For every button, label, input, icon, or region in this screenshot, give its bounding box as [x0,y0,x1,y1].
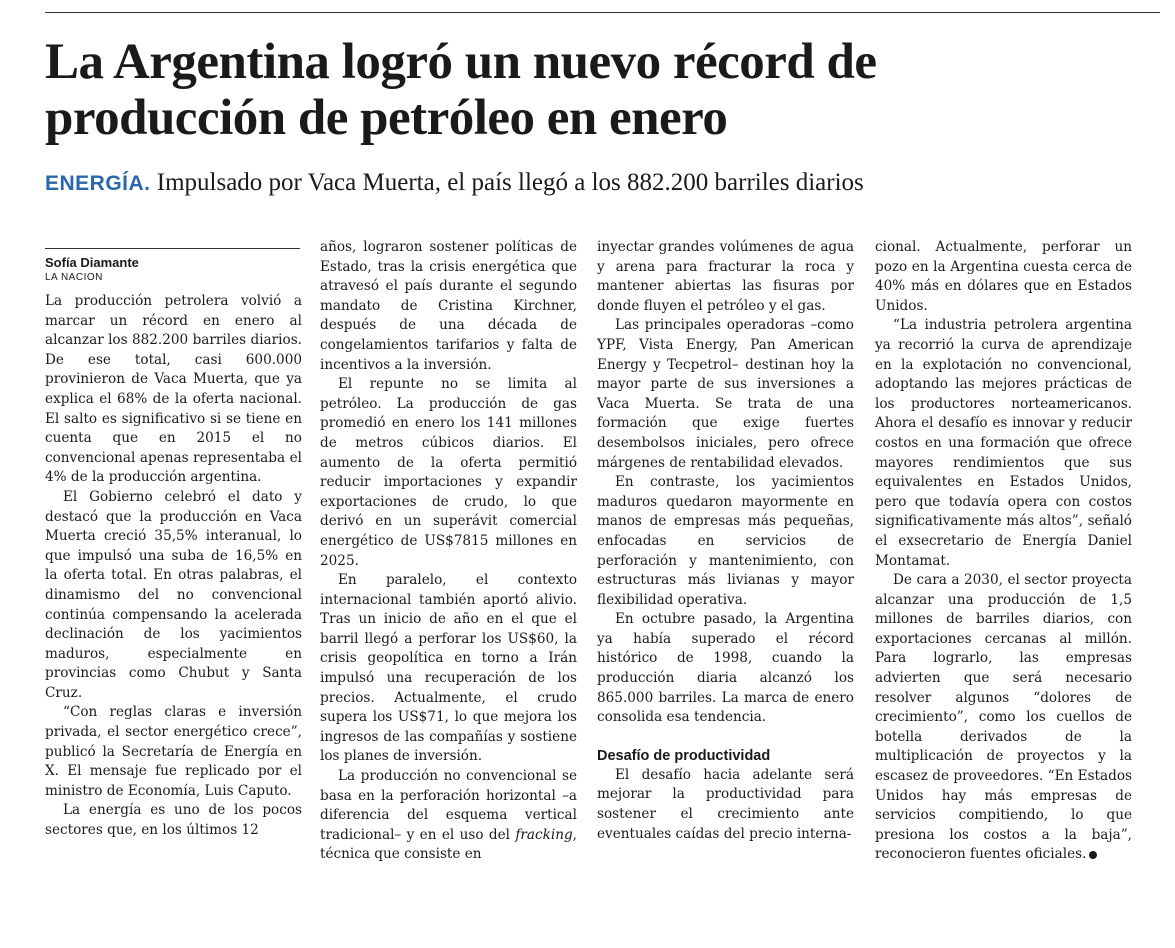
italic-term: fracking [515,826,573,843]
paragraph: En octubre pasado, la Argentina ya había superado el récord histórico de 1998, cuando la producción diaria alcanzó los 865.000 barriles. La marca de enero consolida esa tendencia. [597,611,854,726]
paragraph: El desafío hacia adelante será mejorar la productividad para sostener el crecimiento ante eventuales caídas del precio interna- [597,766,854,842]
paragraph: La energía es uno de los pocos sectores que, en los últimos 12 [45,802,302,839]
paragraph: inyectar grandes volúmenes de agua y arena para fracturar la roca y mantener abiertas las fisuras por donde fluyen el petróleo y el gas. [597,239,854,314]
paragraph: En paralelo, el contexto internacional también aportó alivio. Tras un inicio de año en el que el barril llegó a perforar los US$60, la crisis geopolítica en torno a Irán impulsó una recuperación de los precios. Actualmente, el crudo supera los US$71, lo que mejora los ingresos de las compañías y sostiene los planes de inversión. [320,572,577,765]
paragraph-text: De cara a 2030, el sector proyecta alcanzar una producción de 1,5 millones de barriles diarios, con exportaciones cercanas al millón. Para lograrlo, las empresas advierten que será necesario resolver algunos “dolores de crecimiento”, como los cuellos de botella derivados de la multiplicación de proyectos y la escasez de proveedores. “En Estados Unidos hay más empresas de servicios compitiendo, lo que presiona los costos a la baja”, reconocieron fuentes oficiales. [875,572,1132,863]
byline-rule [45,248,300,249]
paragraph: El Gobierno celebró el dato y destacó que la producción en Vaca Muerta creció 35,5% interanual, lo que impulsó una suba de 16,5% en la oferta total. En otras palabras, el dinamismo del no convencional continúa compensando la acelerada declinación de los yacimientos maduros, especialmente en provincias como Chubut y Santa Cruz. [45,488,302,701]
section-heading: Desafío de productividad [597,747,771,764]
paragraph-text: , técnica que consiste en [320,826,577,863]
subheadline [45,167,1165,200]
paragraph [320,767,577,865]
section-kicker: ENERGÍA. [45,172,151,195]
paragraph [875,571,1132,865]
headline-line-2: producción de petróleo en enero [45,90,728,146]
article-column-3 [597,238,854,844]
paragraph: Las principales operadoras –como YPF, Vista Energy, Pan American Energy y Tecpetrol– destinan hoy la mayor parte de sus inversiones a Vaca Muerta. Se trata de una formación que exige fuertes desembolsos iniciales, pero ofrece márgenes de rentabilidad elevados. [597,317,854,471]
subheadline-text: Impulsado por Vaca Muerta, el país llegó a los 882.200 barriles diarios [156,169,864,196]
end-of-article-icon [1089,851,1097,859]
paragraph: “La industria petrolera argentina ya recorrió la curva de aprendizaje en la explotación no convencional, adoptando las mejores prácticas de los productores norteamericanos. Ahora el desafío es innovar y reducir costos en una formación que ofrece mayores rendimientos que sus equivalentes en Estados Unidos, pero que todavía opera con costos significativamente más altos”, señaló el exsecretario de Energía Daniel Montamat. [875,317,1132,569]
article-column-2 [320,238,577,865]
paragraph: La producción petrolera volvió a marcar un récord en enero al alcanzar los 882.200 barriles diarios. De ese total, casi 600.000 provinieron de Vaca Muerta, que ya explica el 68% de la oferta nacional. El salto es significativo si se tiene en cuenta que en 2015 el no convencional apenas representaba el 4% de la producción argentina. [45,293,302,486]
paragraph-text: La producción no convencional se basa en la perforación horizontal –a diferencia del esquema vertical tradicional– y en el uso del [320,768,577,843]
article-column-1 [45,248,302,841]
article-column-4 [875,238,1132,865]
headline [45,34,1165,146]
paragraph: cional. Actualmente, perforar un pozo en la Argentina cuesta cerca de 40% más en dólares que en Estados Unidos. [875,239,1132,314]
paragraph: “Con reglas claras e inversión privada, el sector energético crece”, publicó la Secretaría de Energía en X. El mensaje fue replicado por el ministro de Economía, Luis Caputo. [45,704,302,799]
byline-author: Sofía Diamante [45,255,139,270]
headline-line-1: La Argentina logró un nuevo récord de [45,34,877,90]
paragraph: En contraste, los yacimientos maduros quedaron mayormente en manos de empresas más pequeñas, enfocadas en servicios de perforación y mantenimiento, con estructuras más livianas y mayor flexibilidad operativa. [597,474,854,608]
byline-outlet: LA NACION [45,272,103,283]
top-rule [45,12,1160,13]
paragraph: El repunte no se limita al petróleo. La producción de gas promedió en enero los 141 millones de metros cúbicos diarios. El aumento de la oferta permitió reducir importaciones y expandir exportaciones de crudo, lo que derivó en un superávit comercial energético de US$7815 millones en 2025. [320,376,577,569]
paragraph: años, lograron sostener políticas de Estado, tras la crisis energética que atravesó el país durante el segundo mandato de Cristina Kirchner, después de una década de congelamientos tarifarios y falta de incentivos a la inversión. [320,239,577,373]
